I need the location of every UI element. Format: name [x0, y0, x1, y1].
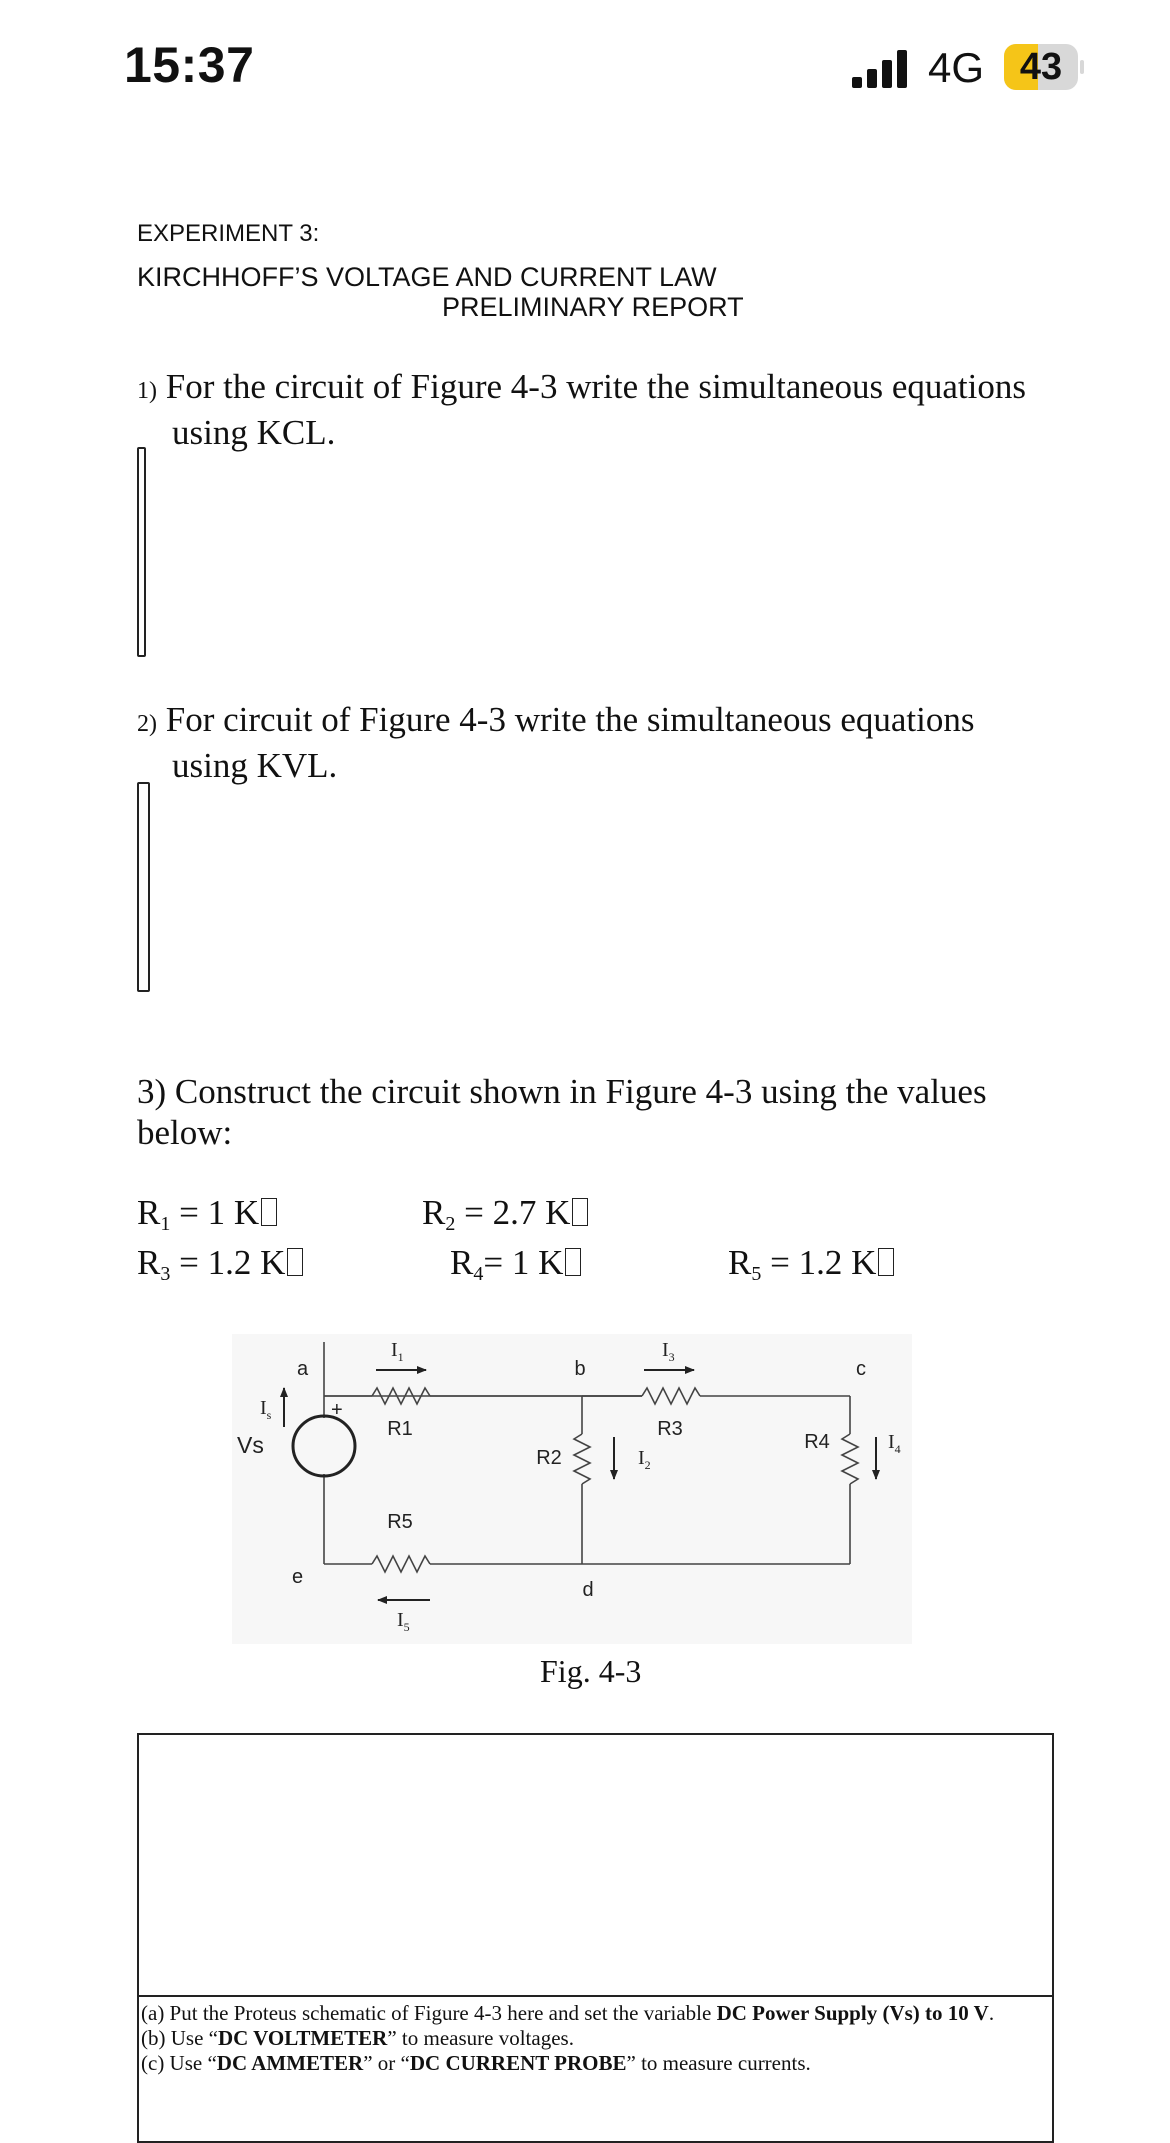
node-d-label: d — [582, 1579, 594, 1601]
resistor-r3-value: $R_3 = 1.2$ K — [137, 1243, 303, 1286]
question-2 — [137, 699, 1117, 786]
r1-label: R1 — [387, 1418, 413, 1440]
current-i2-label: $I_2$ — [638, 1447, 651, 1472]
question-2-number: 2) — [137, 711, 157, 737]
instruction-a: (a) Put the Proteus schematic of Figure 4-3 here and set the variable DC Power Supply (Vs) to 10 V. — [141, 2001, 995, 2025]
question-1-text: For the circuit of Figure 4-3 write the simultaneous equations — [165, 367, 1026, 406]
answer-box-divider — [137, 1995, 1054, 1997]
current-i1-label: $I_1$ — [391, 1339, 404, 1364]
current-is-label: $I_s$ — [260, 1397, 272, 1422]
instruction-c: (c) Use “DC AMMETER” or “DC CURRENT PROBE” to measure currents. — [141, 2051, 811, 2075]
instruction-b: (b) Use “DC VOLTMETER” to measure voltages. — [141, 2026, 574, 2050]
schematic-answer-box[interactable] — [137, 1733, 1054, 2143]
question-3 — [137, 1071, 1117, 1153]
node-a-label: a — [297, 1358, 309, 1380]
r2-label: R2 — [536, 1447, 562, 1469]
question-3-text: 3) Construct the circuit shown in Figure 4-3 using the values — [137, 1072, 987, 1111]
answer-field-1[interactable] — [137, 447, 146, 657]
source-label: Vs — [237, 1432, 264, 1458]
question-1-text-cont: using KCL. — [172, 413, 336, 452]
node-b-label: b — [574, 1358, 586, 1380]
report-title: PRELIMINARY REPORT — [442, 292, 744, 322]
resistor-r4-value: $R_4= 1$ K — [450, 1243, 581, 1286]
resistor-r2-value: $R_2 = 2.7$ K — [422, 1193, 588, 1236]
r5-label: R5 — [387, 1511, 413, 1533]
node-c-label: c — [856, 1358, 866, 1380]
question-3-text-cont: below: — [137, 1113, 233, 1152]
answer-field-2[interactable] — [137, 782, 150, 992]
question-1-number: 1) — [137, 378, 157, 404]
question-2-text: For circuit of Figure 4-3 write the simultaneous equations — [165, 700, 975, 739]
resistor-r5-value: $R_5 = 1.2$ K — [728, 1243, 894, 1286]
current-i4-label: $I_4$ — [888, 1431, 901, 1456]
question-1 — [137, 366, 1117, 453]
circuit-diagram — [232, 1334, 912, 1644]
source-plus-label: + — [331, 1399, 343, 1421]
law-title: KIRCHHOFF’S VOLTAGE AND CURRENT LAW — [137, 262, 717, 292]
question-2-text-cont: using KVL. — [172, 746, 338, 785]
r3-label: R3 — [657, 1418, 683, 1440]
node-e-label: e — [292, 1566, 304, 1588]
network-type: 4G — [928, 44, 985, 91]
status-time: 15:37 — [124, 37, 255, 93]
instructions — [141, 2001, 1051, 2076]
r4-label: R4 — [804, 1431, 830, 1453]
figure-caption: Fig. 4-3 — [540, 1653, 642, 1689]
current-i3-label: $I_3$ — [662, 1339, 675, 1364]
resistor-r1-value: $R_1 = 1$ K — [137, 1193, 277, 1236]
cellular-signal-icon — [852, 50, 912, 88]
experiment-title: EXPERIMENT 3: — [137, 220, 320, 247]
current-i5-label: $I_5$ — [397, 1609, 410, 1634]
battery-percentage: 43 — [1019, 46, 1063, 88]
